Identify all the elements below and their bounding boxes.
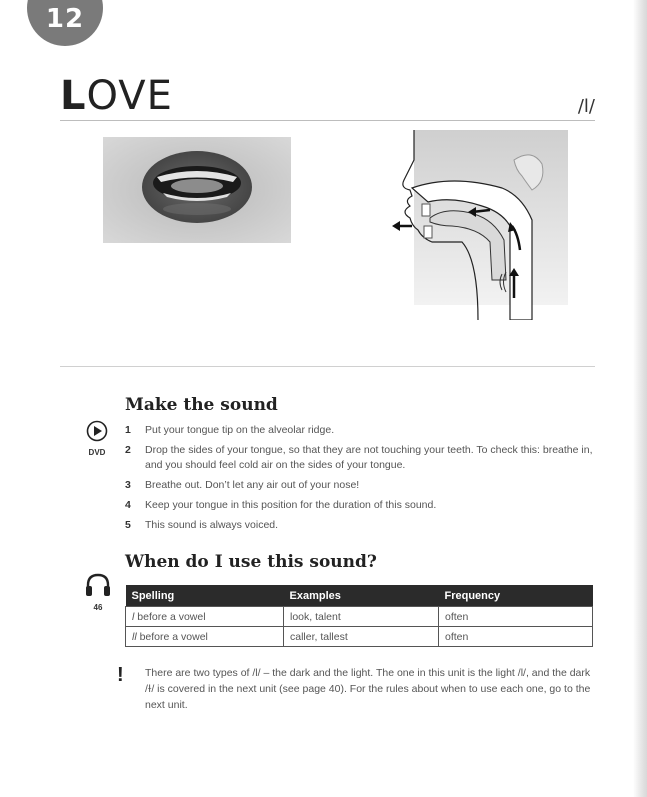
step-item: 5 This sound is always voiced.	[125, 519, 279, 531]
play-icon	[86, 420, 108, 442]
unit-title-initial: L	[60, 73, 87, 119]
section-divider	[60, 366, 595, 367]
warning-icon: !	[117, 664, 124, 686]
spelling-cell: l before a vowel	[126, 607, 284, 627]
page-edge-shadow	[633, 0, 647, 797]
note-text: There are two types of /l/ – the dark and the light. The one in this unit is the light /l/, and the dark /ɫ/ is covered in the next unit (see page 40). For the rules about when to use each one, go to the next unit.	[145, 667, 591, 711]
column-header-frequency: Frequency	[439, 585, 593, 607]
frequency-cell: often	[439, 607, 593, 627]
spelling-table	[125, 585, 593, 647]
table-header-row	[126, 585, 593, 607]
step-item: 2 Drop the sides of your tongue, so that they are not touching your teeth. To check this: breathe in, and you should feel cold air on the sides of your tongue.	[125, 444, 593, 471]
header-divider	[60, 120, 595, 121]
dvd-label: DVD	[88, 448, 106, 457]
phoneme-symbol: /l/	[577, 96, 595, 117]
make-sound-heading: Make the sound	[125, 395, 278, 415]
column-header-spelling: Spelling	[126, 585, 284, 607]
step-item: 4 Keep your tongue in this position for the duration of this sound.	[125, 499, 437, 511]
frequency-cell: often	[439, 627, 593, 647]
when-use-heading: When do I use this sound?	[125, 552, 377, 572]
unit-title	[60, 73, 173, 119]
column-header-examples: Examples	[284, 585, 439, 607]
table-row	[126, 627, 593, 647]
audio-track-button[interactable]	[84, 572, 112, 612]
table-row	[126, 607, 593, 627]
step-item: 1 Put your tongue tip on the alveolar ridge.	[125, 424, 335, 436]
audio-track-number: 46	[93, 603, 103, 612]
examples-cell: look, talent	[284, 607, 439, 627]
headphones-icon	[84, 572, 112, 598]
instruction-steps	[125, 423, 595, 538]
dvd-play-button[interactable]	[86, 420, 108, 460]
mouth-photo	[103, 137, 291, 243]
unit-number-badge	[27, 0, 103, 46]
step-item: 3 Breathe out. Don’t let any air out of your nose!	[125, 479, 360, 491]
vocal-tract-diagram	[382, 130, 568, 320]
examples-cell: caller, tallest	[284, 627, 439, 647]
unit-number: 12	[45, 4, 85, 34]
unit-title-rest: OVE	[86, 73, 173, 119]
spelling-cell: ll before a vowel	[126, 627, 284, 647]
